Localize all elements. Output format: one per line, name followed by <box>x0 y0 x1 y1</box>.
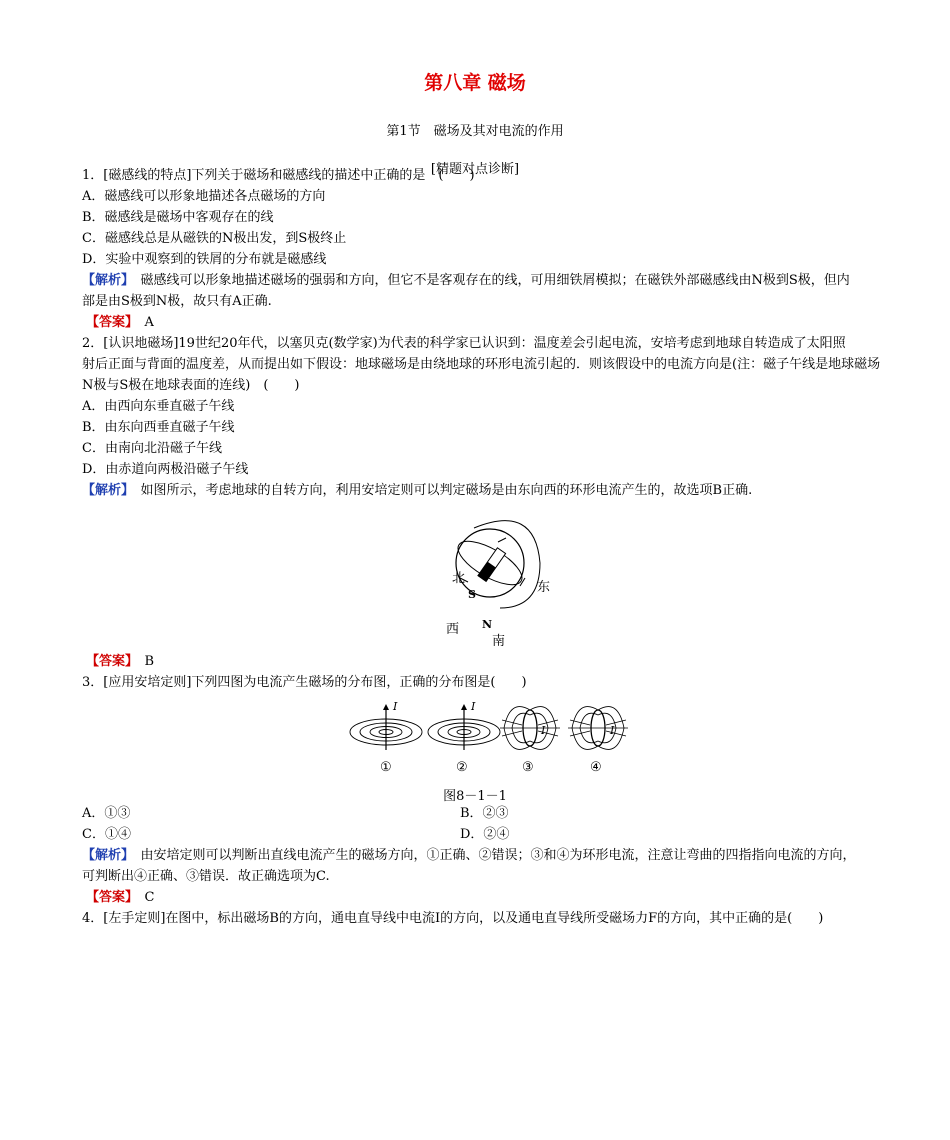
analysis-tag: 【解析】 <box>82 483 128 498</box>
q2-option-d: D．由赤道向两极沿磁子午线 <box>82 462 249 477</box>
q3-stem: 3．[应用安培定则]下列四图为电流产生磁场的分布图，正确的分布图是( ) <box>82 675 527 690</box>
q1-option-c: C．磁感线总是从磁铁的N极出发，到S极终止 <box>82 231 347 246</box>
q1-analysis-text: 磁感线可以形象地描述磁场的强弱和方向，但它不是客观存在的线，可用细铁屑模拟；在磁铁外部磁感线由N极到S极，但内 <box>127 273 850 288</box>
q3-analysis-cont: 可判断出④正确、③错误．故正确选项为C. <box>82 869 330 884</box>
q2-answer-value: B <box>131 654 155 669</box>
q2-stem-line1: 2．[认识地磁场]19世纪20年代，以塞贝克(数学家)为代表的科学家已认识到：温度差会引起电流，安培考虑到地球自转造成了太阳照 <box>82 336 846 351</box>
q3-option-b: B．②③ <box>460 806 509 821</box>
q2-analysis-text: 如图所示，考虑地球的自转方向，利用安培定则可以判定磁场是由东向西的环形电流产生的，故选项B正确. <box>127 483 753 498</box>
q2-option-b: B．由东向西垂直磁子午线 <box>82 420 235 435</box>
q2-stem-line3: N极与S极在地球表面的连线) ( ) <box>82 378 300 393</box>
figure-number-2: ② <box>456 760 468 775</box>
current-label-2: I <box>471 700 476 713</box>
q3-analysis-text: 由安培定则可以判断出直线电流产生的磁场方向，①正确、②错误；③和④为环形电流，注意让弯曲的四指指向电流的方向， <box>127 848 856 863</box>
label-east: 东 <box>537 580 551 595</box>
figure-number-3: ③ <box>522 760 534 775</box>
q1-option-d: D．实验中观察到的铁屑的分布就是磁感线 <box>82 252 327 267</box>
label-s-pole: S <box>468 588 476 601</box>
q1-option-a: A．磁感线可以形象地描述各点磁场的方向 <box>82 189 326 204</box>
answer-tag: 【答案】 <box>86 654 132 669</box>
q2-option-a: A．由西向东垂直磁子午线 <box>82 399 235 414</box>
q3-option-d: D．②④ <box>460 827 510 842</box>
q2-stem-line2: 射后正面与背面的温度差，从而提出如下假设：地球磁场是由绕地球的环形电流引起的．则该假设中的电流方向是(注：磁子午线是地球磁场 <box>82 357 881 372</box>
analysis-tag: 【解析】 <box>82 848 128 863</box>
answer-tag: 【答案】 <box>86 890 132 905</box>
q1-option-b: B．磁感线是磁场中客观存在的线 <box>82 210 274 225</box>
earth-magnet-figure <box>440 508 560 618</box>
field-diagram-1 <box>346 702 426 752</box>
chapter-title: 第八章 磁场 <box>424 72 526 94</box>
figure-caption: 图8－1－1 <box>443 789 507 804</box>
q3-analysis <box>82 846 856 866</box>
q1-stem: 1．[磁感线的特点]下列关于磁场和磁感线的描述中正确的是 ( ) <box>82 168 475 183</box>
q3-option-c: C．①④ <box>82 827 131 842</box>
label-west: 西 <box>446 622 460 637</box>
q1-answer-value: A <box>131 315 154 330</box>
label-n-pole: N <box>482 618 493 631</box>
q2-option-c: C．由南向北沿磁子午线 <box>82 441 222 456</box>
field-diagram-4 <box>568 698 628 758</box>
current-label-1: I <box>393 700 398 713</box>
current-label-3: I <box>541 724 546 737</box>
q1-analysis-cont: 部是由S极到N极，故只有A正确. <box>82 294 272 309</box>
label-north: 北 <box>452 571 466 586</box>
label-south: 南 <box>492 634 506 649</box>
answer-tag: 【答案】 <box>86 315 132 330</box>
current-label-4: I <box>610 724 615 737</box>
sub-title: [精题对点诊断] <box>430 162 520 177</box>
field-diagram-2 <box>424 702 504 752</box>
q3-answer <box>86 888 154 908</box>
q4-stem: 4．[左手定则]在图中，标出磁场B的方向，通电直导线中电流I的方向，以及通电直导线所受磁场力F的方向，其中正确的是( ) <box>82 911 824 926</box>
analysis-tag: 【解析】 <box>82 273 128 288</box>
q1-answer <box>86 313 154 333</box>
field-diagram-3 <box>500 698 560 758</box>
q3-option-a: A．①③ <box>82 806 131 821</box>
q2-analysis <box>82 481 752 501</box>
figure-number-1: ① <box>380 760 392 775</box>
section-title: 第1节 磁场及其对电流的作用 <box>386 124 564 139</box>
q2-answer <box>86 652 154 672</box>
figure-number-4: ④ <box>590 760 602 775</box>
q3-answer-value: C <box>131 890 155 905</box>
q1-analysis <box>82 271 850 291</box>
